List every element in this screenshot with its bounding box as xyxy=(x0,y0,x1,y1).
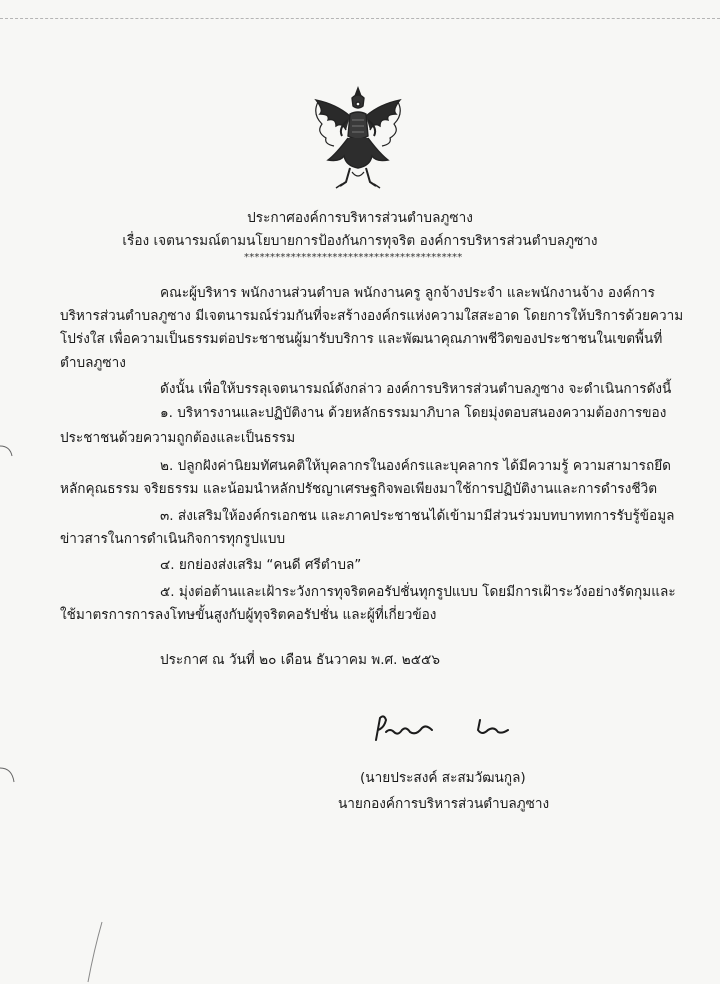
announcement-title: ประกาศองค์การบริหารส่วนตำบลภูซาง xyxy=(247,210,473,226)
handwritten-signature xyxy=(370,710,520,750)
paragraph-1-line-3: โปร่งใส เพื่อความเป็นธรรมต่อประชาชนผู้มารับบริการ และพัฒนาคุณภาพชีวิตของประชาชนในเขตพื้นที่ xyxy=(60,331,663,347)
announcement-date: ประกาศ ณ วันที่ ๒๐ เดือน ธันวาคม พ.ศ. ๒๕๕๖ xyxy=(160,652,440,668)
item-4-line-1: ๔. ยกย่องส่งเสริม “คนดี ศรีตำบล” xyxy=(160,557,362,573)
separator-stars: ****************************************** xyxy=(244,252,463,263)
garuda-emblem-icon xyxy=(306,84,410,194)
paragraph-1-line-4: ตำบลภูซาง xyxy=(60,355,126,371)
item-2-line-1: ๒. ปลูกฝังค่านิยมทัศนคติให้บุคลากรในองค์กรและบุคลากร ได้มีความรู้ ความสามารถยึด xyxy=(160,458,671,474)
page-top-rule xyxy=(0,18,720,19)
item-1-line-1: ๑. บริหารงานและปฏิบัติงาน ด้วยหลักธรรมมาภิบาล โดยมุ่งตอบสนองความต้องการของ xyxy=(160,405,667,421)
scan-artifact-line xyxy=(86,920,106,984)
item-3-line-1: ๓. ส่งเสริมให้องค์กรเอกชน และภาคประชาชนได้เข้ามามีส่วนร่วมบทบาททการรับรู้ข้อมูล xyxy=(160,508,675,524)
item-3-line-2: ข่าวสารในการดำเนินกิจการทุกรูปแบบ xyxy=(60,531,286,547)
signer-name: (นายประสงค์ สะสมวัฒนกูล) xyxy=(360,770,526,786)
paragraph-2-line-1: ดังนั้น เพื่อให้บรรลุเจตนารมณ์ดังกล่าว องค์การบริหารส่วนตำบลภูซาง จะดำเนินการดังนี้ xyxy=(160,381,672,397)
signer-title: นายกองค์การบริหารส่วนตำบลภูซาง xyxy=(338,796,550,812)
item-2-line-2: หลักคุณธรรม จริยธรรม และน้อมนำหลักปรัชญาเศรษฐกิจพอเพียงมาใช้การปฏิบัติงานและการดำรงชีวิต xyxy=(60,481,658,497)
hole-punch-mark xyxy=(0,440,14,480)
paragraph-1-line-1: คณะผู้บริหาร พนักงานส่วนตำบล พนักงานครู ลูกจ้างประจำ และพนักงานจ้าง องค์การ xyxy=(160,285,655,301)
announcement-subject: เรื่อง เจตนารมณ์ตามนโยบายการป้องกันการทุจริต องค์การบริหารส่วนตำบลภูซาง xyxy=(122,233,598,249)
paragraph-1-line-2: บริหารส่วนตำบลภูซาง มีเจตนารมณ์ร่วมกันที่จะสร้างองค์กรแห่งความใสสะอาด โดยการให้บริการด้วยความ xyxy=(60,308,684,324)
item-5-line-1: ๕. มุ่งต่อต้านและเฝ้าระวังการทุจริตคอรัปชั่นทุกรูปแบบ โดยมีการเฝ้าระวังอย่างรัดกุมและ xyxy=(160,584,676,600)
item-5-line-2: ใช้มาตรการการลงโทษขั้นสูงกับผู้ทุจริตคอรัปชั่น และผู้ที่เกี่ยวข้อง xyxy=(60,607,437,623)
hole-punch-mark xyxy=(0,760,16,800)
item-1-line-2: ประชาชนด้วยความถูกต้องและเป็นธรรม xyxy=(60,430,296,446)
